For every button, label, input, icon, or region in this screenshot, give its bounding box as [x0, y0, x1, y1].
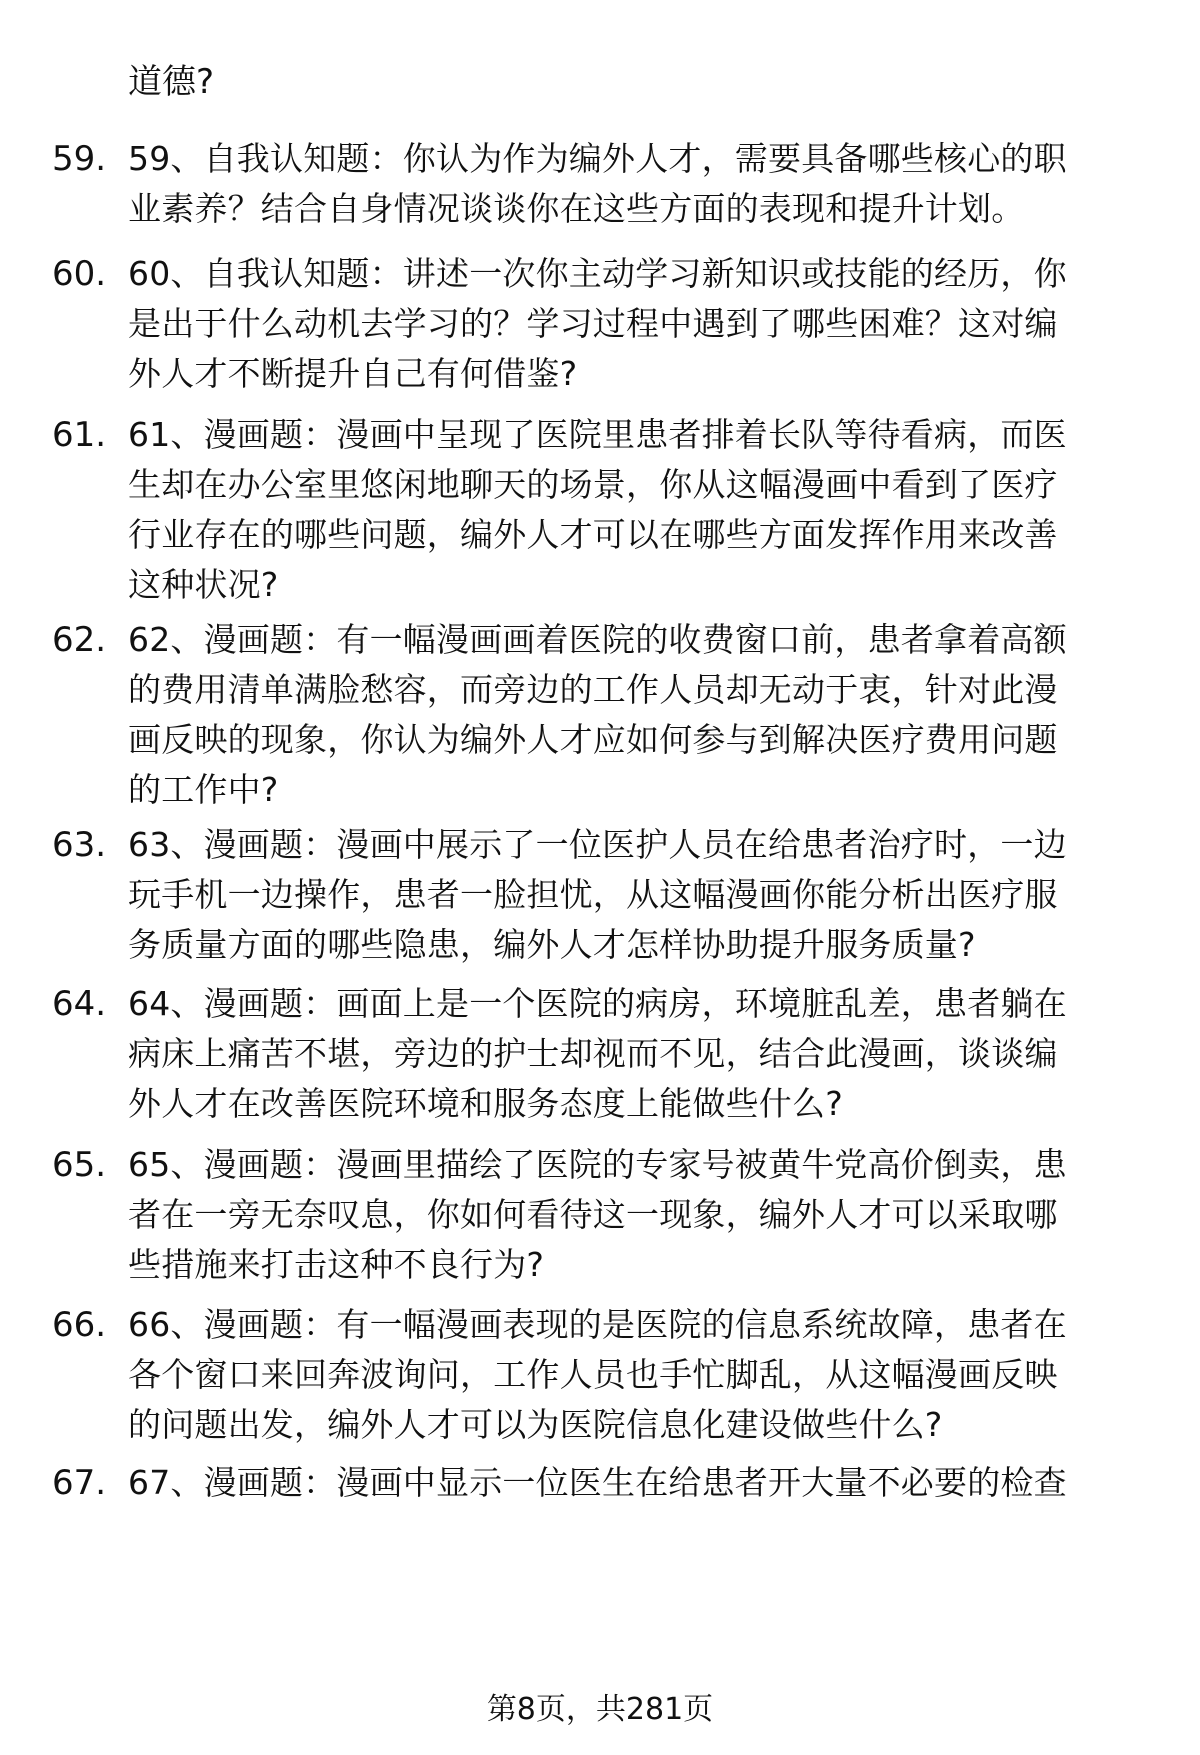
question-line: 务质量方面的哪些隐患，编外人才怎样协助提升服务质量?: [128, 925, 976, 964]
question-line: 的工作中?: [128, 770, 279, 809]
question-line: 66、漫画题：有一幅漫画表现的是医院的信息系统故障，患者在: [128, 1305, 1067, 1344]
question-number: 67.: [52, 1463, 107, 1503]
question-text: [128, 615, 1148, 815]
question-text: [128, 1458, 1148, 1508]
question-line: 些措施来打击这种不良行为?: [128, 1245, 545, 1284]
question-text: [128, 1300, 1148, 1450]
question-text: [128, 134, 1148, 234]
question-line: 的问题出发，编外人才可以为医院信息化建设做些什么?: [128, 1405, 943, 1444]
question-number: 59.: [52, 139, 107, 179]
question-line: 61、漫画题：漫画中呈现了医院里患者排着长队等待看病，而医: [128, 415, 1067, 454]
question-line: 者在一旁无奈叹息，你如何看待这一现象，编外人才可以采取哪: [128, 1195, 1058, 1234]
question-line: 生却在办公室里悠闲地聊天的场景，你从这幅漫画中看到了医疗: [128, 465, 1058, 504]
question-line: 60、自我认知题：讲述一次你主动学习新知识或技能的经历，你: [128, 254, 1067, 293]
question-line: 63、漫画题：漫画中展示了一位医护人员在给患者治疗时，一边: [128, 825, 1067, 864]
question-line: 59、自我认知题：你认为作为编外人才，需要具备哪些核心的职: [128, 139, 1067, 178]
question-text: [128, 410, 1148, 610]
question-line: 玩手机一边操作，患者一脸担忧，从这幅漫画你能分析出医疗服: [128, 875, 1058, 914]
question-text: [128, 979, 1148, 1129]
question-line: 各个窗口来回奔波询问，工作人员也手忙脚乱，从这幅漫画反映: [128, 1355, 1058, 1394]
question-text: [128, 820, 1148, 970]
question-text: [128, 249, 1148, 399]
question-line: 外人才在改善医院环境和服务态度上能做些什么?: [128, 1084, 843, 1123]
question-line: 62、漫画题：有一幅漫画画着医院的收费窗口前，患者拿着高额: [128, 620, 1067, 659]
question-number: 66.: [52, 1305, 107, 1345]
continued-text: 道德?: [128, 62, 215, 102]
question-line: 行业存在的哪些问题，编外人才可以在哪些方面发挥作用来改善: [128, 515, 1058, 554]
question-number: 62.: [52, 620, 107, 660]
question-line: 的费用清单满脸愁容，而旁边的工作人员却无动于衷，针对此漫: [128, 670, 1058, 709]
question-text: [128, 1140, 1148, 1290]
question-line: 画反映的现象，你认为编外人才应如何参与到解决医疗费用问题: [128, 720, 1058, 759]
question-line: 外人才不断提升自己有何借鉴?: [128, 354, 578, 393]
question-line: 是出于什么动机去学习的？学习过程中遇到了哪些困难？这对编: [128, 304, 1058, 343]
question-number: 61.: [52, 415, 107, 455]
question-line: 业素养？结合自身情况谈谈你在这些方面的表现和提升计划。: [128, 189, 1025, 228]
page-footer: 第8页，共281页: [486, 1692, 714, 1727]
question-number: 65.: [52, 1145, 107, 1185]
question-line: 67、漫画题：漫画中显示一位医生在给患者开大量不必要的检查: [128, 1463, 1067, 1502]
question-line: 64、漫画题：画面上是一个医院的病房，环境脏乱差，患者躺在: [128, 984, 1067, 1023]
question-line: 这种状况?: [128, 565, 279, 604]
question-line: 65、漫画题：漫画里描绘了医院的专家号被黄牛党高价倒卖，患: [128, 1145, 1067, 1184]
question-line: 病床上痛苦不堪，旁边的护士却视而不见，结合此漫画，谈谈编: [128, 1034, 1058, 1073]
question-number: 60.: [52, 254, 107, 294]
question-number: 63.: [52, 825, 107, 865]
question-number: 64.: [52, 984, 107, 1024]
